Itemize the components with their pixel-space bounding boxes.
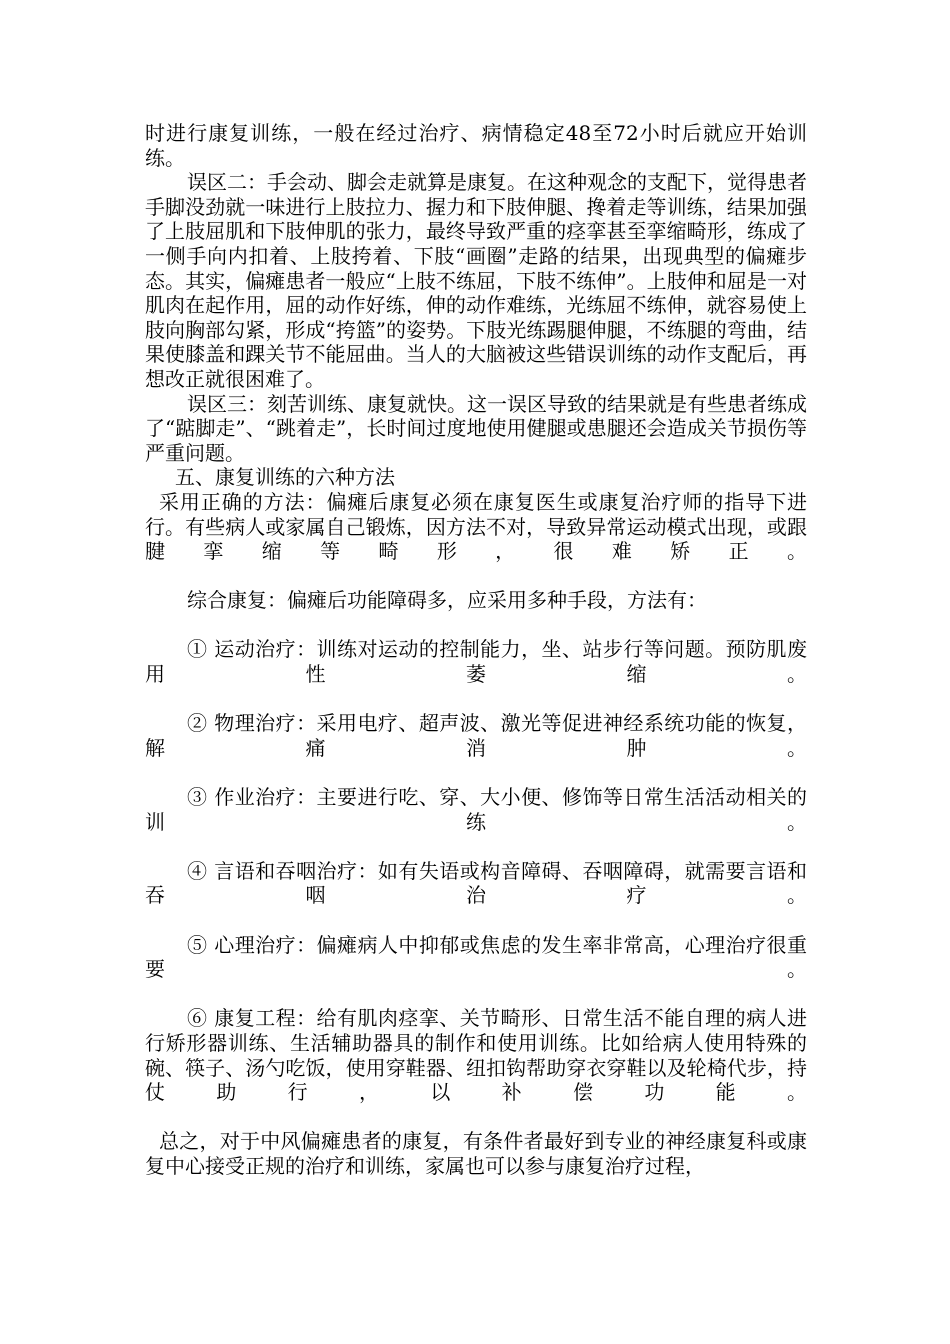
paragraph-summary: 总之，对于中风偏瘫患者的康复，有条件者最好到专业的神经康复科或康复中心接受正规的治疗和训练，家属也可以参与康复治疗过程， bbox=[145, 1129, 807, 1178]
blank-line bbox=[145, 834, 807, 859]
section-heading-six-methods: 五、康复训练的六种方法 bbox=[175, 465, 395, 490]
blank-line bbox=[145, 760, 807, 785]
blank-line bbox=[145, 1105, 807, 1130]
paragraph-comprehensive-rehab: 综合康复：偏瘫后功能障碍多，应采用多种手段，方法有： bbox=[187, 588, 707, 613]
blank-line bbox=[145, 908, 807, 933]
blank-line bbox=[145, 564, 807, 589]
paragraph-continuation: 时进行康复训练，一般在经过治疗、病情稳定48至72小时后就应开始训练。 bbox=[145, 121, 807, 170]
list-item-speech-therapy: ④ 言语和吞咽治疗：如有失语或构音障碍、吞咽障碍，就需要言语和吞咽治疗。 bbox=[145, 858, 807, 908]
blank-line bbox=[145, 687, 807, 712]
list-item-exercise-therapy: ① 运动治疗：训练对运动的控制能力，坐、站步行等问题。预防肌废用性萎缩。 bbox=[145, 637, 807, 687]
paragraph-correct-method: 采用正确的方法：偏瘫后康复必须在康复医生或康复治疗师的指导下进行。有些病人或家属自己锻炼，因方法不对，导致异常运动模式出现，或跟腱挛缩等畸形，很难矫正。 bbox=[145, 489, 807, 564]
paragraph-misconception-two: 误区二：手会动、脚会走就算是康复。在这种观念的支配下，觉得患者手脚没劲就一味进行上肢拉力、握力和下肢伸腿、搀着走等训练，结果加强了上肢屈肌和下肢伸肌的张力，最终导致严重的痉挛甚至挛缩畸形，练成了一侧手向内扣着、上肢挎着、下肢“画圈”走路的结果，出现典型的偏瘫步态。其实，偏瘫患者一般应“上肢不练屈，下肢不练伸”。上肢伸和屈是一对肌肉在起作用，屈的动作好练，伸的动作难练，光练屈不练伸，就容易使上肢向胸部勾紧，形成“挎篮”的姿势。下肢光练踢腿伸腿，不练腿的弯曲，结果使膝盖和踝关节不能屈曲。当人的大脑被这些错误训练的动作支配后，再想改正就很困难了。 bbox=[145, 170, 807, 391]
paragraph-misconception-three: 误区三：刻苦训练、康复就快。这一误区导致的结果就是有些患者练成了“踮脚走”、“跳着走”，长时间过度地使用健腿或患腿还会造成关节损伤等严重问题。 bbox=[145, 391, 807, 465]
list-item-physical-therapy: ② 物理治疗：采用电疗、超声波、激光等促进神经系统功能的恢复，解痛消肿。 bbox=[145, 711, 807, 760]
document-body bbox=[145, 121, 807, 1179]
blank-line bbox=[145, 982, 807, 1007]
list-item-occupational-therapy: ③ 作业治疗：主要进行吃、穿、大小便、修饰等日常生活活动相关的训练。 bbox=[145, 785, 807, 834]
list-item-psychological-therapy: ⑤ 心理治疗：偏瘫病人中抑郁或焦虑的发生率非常高，心理治疗很重要。 bbox=[145, 932, 807, 982]
list-item-rehab-engineering: ⑥ 康复工程：给有肌肉痉挛、关节畸形、日常生活不能自理的病人进行矫形器训练、生活辅助器具的制作和使用训练。比如给病人使用特殊的碗、筷子、汤勺吃饭，使用穿鞋器、纽扣钩帮助穿衣穿鞋以及轮椅代步，持仗助行，以补偿功能。 bbox=[145, 1006, 807, 1105]
blank-line bbox=[145, 613, 807, 638]
